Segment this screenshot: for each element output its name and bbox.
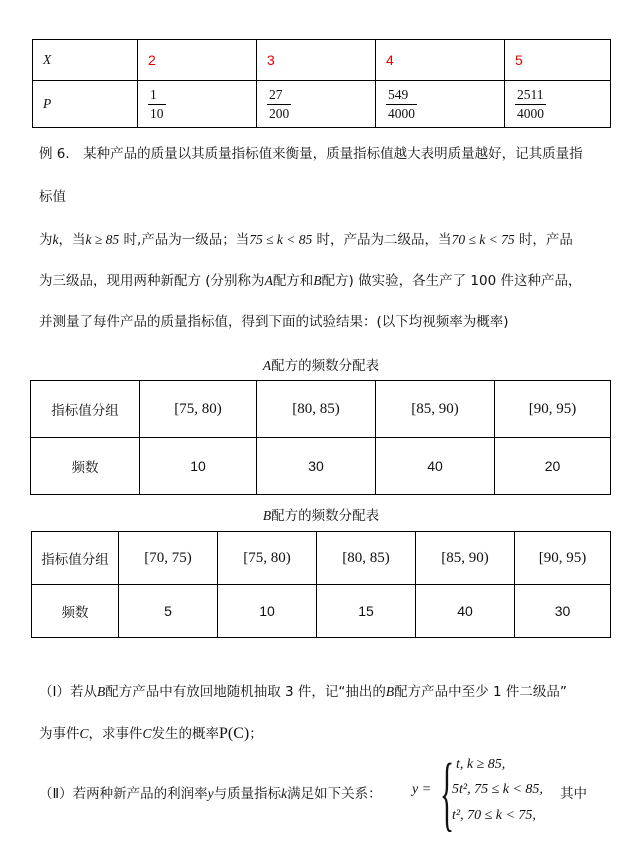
x-value: 3 xyxy=(267,51,275,68)
table-row xyxy=(33,81,611,128)
example-line-2: 标值 xyxy=(39,189,66,205)
table-cell xyxy=(505,40,611,81)
math: B xyxy=(385,684,395,699)
piecewise-lhs: y = xyxy=(412,782,432,797)
count: 30 xyxy=(308,457,324,474)
table-cell xyxy=(376,438,495,495)
table-cell xyxy=(257,438,376,495)
interval: [75, 80) xyxy=(243,549,291,566)
math: k xyxy=(281,786,288,801)
example-line-1: 例 6． 某种产品的质量以其质量指标值来衡量，质量指标值越大表明质量越好，记其质量指 xyxy=(39,146,583,162)
brace-glyph: { xyxy=(440,747,455,840)
math: 75 ≤ k < 85 xyxy=(249,232,313,247)
distribution-table xyxy=(32,39,611,128)
table-cell xyxy=(416,532,515,585)
table-cell xyxy=(33,81,138,128)
table-cell xyxy=(218,585,317,638)
table-cell: 指标值分组 xyxy=(32,532,119,585)
denominator: 200 xyxy=(269,105,290,121)
piecewise-tail: 其中 xyxy=(560,786,587,802)
table-cell: 频数 xyxy=(31,438,140,495)
text: 配方产品中至少 1 件二级品” xyxy=(394,684,567,700)
piecewise-case-2: 5t², 75 ≤ k < 85, xyxy=(452,782,543,797)
math: B xyxy=(262,508,272,523)
table-cell xyxy=(138,40,257,81)
table-cell xyxy=(140,381,257,438)
piecewise-case-1: t, k ≥ 85, xyxy=(456,757,506,772)
numerator: 1 xyxy=(148,87,166,105)
fraction xyxy=(267,87,291,122)
interval: [85, 90) xyxy=(441,549,489,566)
interval: [85, 90) xyxy=(411,400,459,417)
text: 发生的概率 xyxy=(151,726,220,742)
text: 配方的频数分配表 xyxy=(271,508,380,524)
math: y xyxy=(207,786,214,801)
count: 15 xyxy=(358,602,374,619)
table-cell xyxy=(140,438,257,495)
text: 为事件 xyxy=(39,726,80,742)
text: 配方和 xyxy=(272,273,314,289)
math: P(C) xyxy=(219,725,250,742)
count: 30 xyxy=(554,602,571,619)
x-value: 5 xyxy=(515,51,523,68)
x-value: 4 xyxy=(386,51,394,68)
count: 40 xyxy=(427,457,443,474)
text: ，求事件 xyxy=(88,726,143,742)
table-cell xyxy=(416,585,515,638)
table-cell xyxy=(495,381,611,438)
part1-line-2 xyxy=(39,722,263,743)
text: ，当 xyxy=(58,232,86,248)
numerator: 27 xyxy=(267,87,291,105)
table-row xyxy=(31,381,611,438)
fraction xyxy=(386,87,417,122)
table-cell xyxy=(376,40,505,81)
math: B xyxy=(96,684,106,699)
table-cell: 指标值分组 xyxy=(31,381,140,438)
interval: [90, 95) xyxy=(538,549,587,566)
table-cell xyxy=(376,81,505,128)
count: 40 xyxy=(457,602,473,619)
math: k xyxy=(52,232,59,247)
example-line-3 xyxy=(39,228,573,248)
table-cell xyxy=(495,438,611,495)
text: 满足如下关系： xyxy=(287,786,382,802)
table-cell xyxy=(257,381,376,438)
table-cell xyxy=(515,585,611,638)
table-cell xyxy=(515,532,611,585)
table-cell xyxy=(376,381,495,438)
table-cell: 频数 xyxy=(32,585,119,638)
x-label: X xyxy=(43,52,52,67)
math: B xyxy=(313,273,322,288)
part2-text xyxy=(39,782,382,802)
table-cell xyxy=(138,81,257,128)
text: 配方产品中有放回地随机抽取 3 件，记“抽出的 xyxy=(105,684,386,700)
table-cell xyxy=(317,585,416,638)
denominator: 4000 xyxy=(388,105,415,121)
math: C xyxy=(79,726,89,741)
table-b xyxy=(31,531,611,638)
interval: [80, 85) xyxy=(292,400,340,417)
interval: [70, 75) xyxy=(144,549,192,566)
table-row xyxy=(32,585,611,638)
example-line-5: 并测量了每件产品的质量指标值，得到下面的试验结果：(以下均视频率为概率) xyxy=(39,314,509,330)
table-cell xyxy=(119,585,218,638)
table-cell xyxy=(218,532,317,585)
fraction xyxy=(148,87,166,122)
table-cell xyxy=(505,81,611,128)
count: 20 xyxy=(544,457,561,474)
numerator: 549 xyxy=(386,87,417,105)
text: ； xyxy=(249,726,263,742)
text: 为三级品，现用两种新配方 (分别称为 xyxy=(39,273,265,289)
piecewise-case-3: t², 70 ≤ k < 75, xyxy=(452,808,536,823)
count: 10 xyxy=(190,457,206,474)
part1-line-1 xyxy=(39,680,567,700)
math: A xyxy=(262,358,272,373)
table-row xyxy=(31,438,611,495)
count: 5 xyxy=(164,602,172,619)
table-b-caption xyxy=(0,504,642,524)
denominator: 4000 xyxy=(517,105,544,121)
text: （Ⅰ）若从 xyxy=(39,684,97,700)
numerator: 2511 xyxy=(515,87,546,105)
example-line-4 xyxy=(39,269,581,289)
table-a-caption xyxy=(0,354,642,374)
text: 时,产品为一级品；当 xyxy=(119,232,250,248)
table-cell xyxy=(257,40,376,81)
table-a xyxy=(30,380,611,495)
table-cell xyxy=(33,40,138,81)
math: A xyxy=(264,273,273,288)
text: 时，产品为二级品，当 xyxy=(312,232,452,248)
table-cell xyxy=(317,532,416,585)
text: 与质量指标 xyxy=(213,786,282,802)
table-cell xyxy=(119,532,218,585)
count: 10 xyxy=(259,602,275,619)
math: k ≥ 85 xyxy=(85,232,120,247)
text: 时，产品 xyxy=(514,232,573,248)
fraction xyxy=(515,87,546,122)
math: C xyxy=(142,726,152,741)
table-row xyxy=(32,532,611,585)
denominator: 10 xyxy=(150,105,164,121)
table-row xyxy=(33,40,611,81)
p-label: P xyxy=(43,96,52,111)
text: 配方) 做实验，各生产了 100 件这种产品， xyxy=(321,273,582,289)
text: 配方的频数分配表 xyxy=(271,358,380,374)
text: 为 xyxy=(39,232,53,248)
interval: [75, 80) xyxy=(174,400,222,417)
table-cell xyxy=(257,81,376,128)
interval: [90, 95) xyxy=(528,400,577,417)
x-value: 2 xyxy=(148,51,156,68)
text: （Ⅱ）若两种新产品的利润率 xyxy=(39,786,208,802)
math: 70 ≤ k < 75 xyxy=(451,232,515,247)
interval: [80, 85) xyxy=(342,549,390,566)
